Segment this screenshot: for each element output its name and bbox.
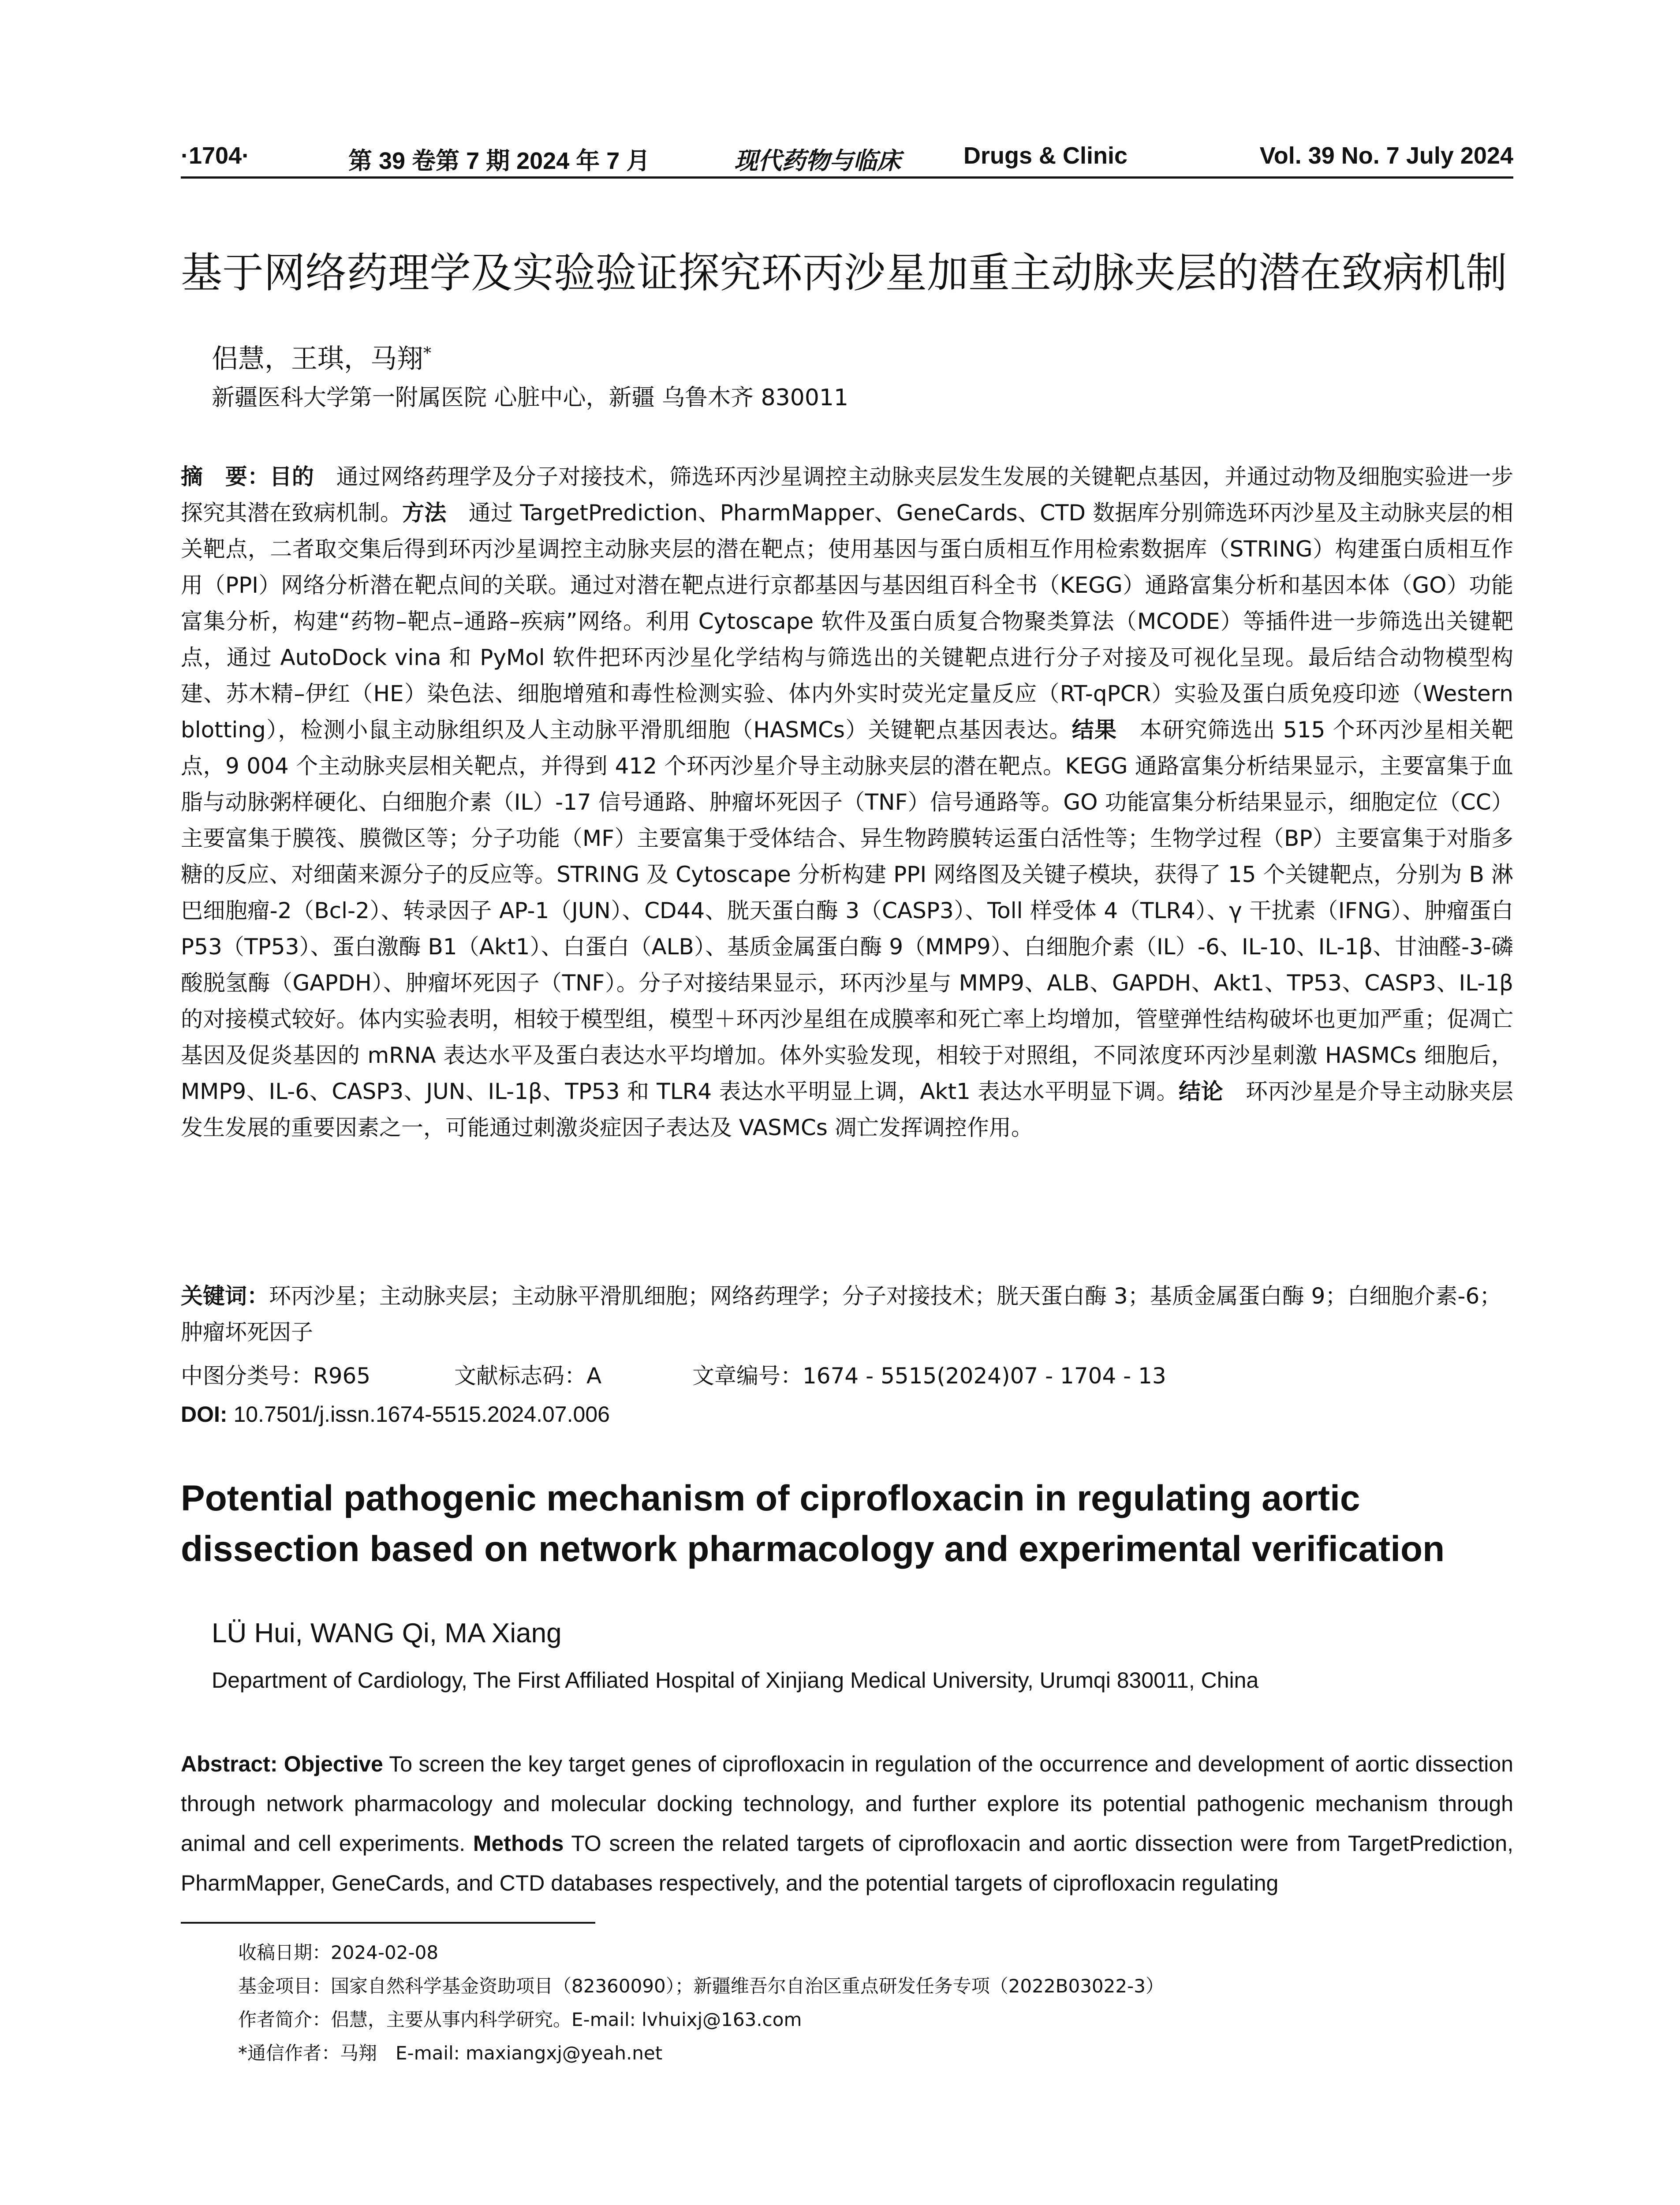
objective-en: To screen the key target genes of ciprofloxacin in regulation of the occurrence and development of aortic dissection through network pharmacology and molecular docking technology, and further explore its potential pathogenic mechanism through animal and cell experiments. [181, 1752, 1513, 1856]
methods-en: TO screen the related targets of ciprofloxacin and aortic dissection were from TargetPrediction, PharmMapper, GeneCards, and CTD databases respectively, and the potential targets of ciprofloxacin regulating [181, 1831, 1513, 1895]
abstract-cn-label: 摘 要： [181, 464, 270, 490]
affiliation-en: Department of Cardiology, The First Affiliated Hospital of Xinjiang Medical University, Urumqi 830011, China [212, 1668, 1259, 1693]
conclusion-label-cn: 结论 [1179, 1079, 1224, 1104]
abstract-en-label: Abstract: Objective [181, 1752, 383, 1776]
doi-value: 10.7501/j.issn.1674-5515.2024.07.006 [227, 1402, 610, 1427]
authors-en: LÜ Hui, WANG Qi, MA Xiang [212, 1618, 562, 1648]
corresponding-mark: * [423, 344, 431, 363]
results-cn: 本研究筛选出 515 个环丙沙星相关靶点，9 004 个主动脉夹层相关靶点，并得到 412 个环丙沙星介导主动脉夹层的潜在靶点。KEGG 通路富集分析结果显示，主要富集于血脂与动脉粥样硬化、白细胞介素（IL）-17 信号通路、肿瘤坏死因子（TNF）信号通路等。GO 功能富集分析结果显示，细胞定位（CC）主要富集于膜筏、膜微区等；分子功能（MF）主要富集于受体结合、异生物跨膜转运蛋白活性等；生物学过程（BP）主要富集于对脂多糖的反应、对细菌来源分子的反应等。STRING 及 Cytoscape 分析构建 PPI 网络图及关键子模块，获得了 15 个关键靶点，分别为 B 淋巴细胞瘤-2（Bcl-2）、转录因子 AP-1（JUN）、CD44、胱天蛋白酶 3（CASP3）、Toll 样受体 4（TLR4）、γ 干扰素（IFNG）、肿瘤蛋白 P53（TP53）、蛋白激酶 B1（Akt1）、白蛋白（ALB）、基质金属蛋白酶 9（MMP9）、白细胞介素（IL）-6、IL-10、IL-1β、甘油醛-3-磷酸脱氢酶（GAPDH）、肿瘤坏死因子（TNF）。分子对接结果显示，环丙沙星与 MMP9、ALB、GAPDH、Akt1、TP53、CASP3、IL-1β 的对接模式较好。体内实验表明，相较于模型组，模型＋环丙沙星组在成膜率和死亡率上均增加，管壁弹性结构破坏也更加严重；促凋亡基因及促炎基因的 mRNA 表达水平及蛋白表达水平均增加。体外实验发现，相较于对照组，不同浓度环丙沙星刺激 HASMCs 细胞后，MMP9、IL-6、CASP3、JUN、IL-1β、TP53 和 TLR4 表达水平明显上调，Akt1 表达水平明显下调。 [181, 717, 1513, 1104]
methods-label-cn: 方法 [402, 500, 447, 526]
abstract-cn [181, 459, 1513, 1146]
authors-cn-names: 侣慧，王琪，马翔 [212, 344, 423, 374]
doi [181, 1396, 610, 1432]
corresponding-author: *通信作者：马翔 E-mail: maxiangxj@yeah.net [238, 2042, 663, 2064]
results-label-cn: 结果 [1071, 717, 1117, 743]
fund-info: 基金项目：国家自然科学基金资助项目（82360090）；新疆维吾尔自治区重点研发任务专项（2022B03022-3） [238, 1975, 1164, 1997]
methods-label-en: Methods [473, 1831, 564, 1856]
issue-cn: 第 39 卷第 7 期 2024 年 7 月 [348, 148, 650, 174]
keywords-cn [181, 1278, 1513, 1350]
journal-name-cn: 现代药物与临床 [734, 146, 901, 175]
objective-label-cn: 目的 [269, 464, 314, 490]
title-en: Potential pathogenic mechanism of ciprofloxacin in regulating aortic dissection based on network pharmacology and experimental verification [181, 1478, 1445, 1569]
footnote-divider [181, 1922, 595, 1924]
doi-label: DOI: [181, 1402, 228, 1427]
keywords-cn-label: 关键词： [181, 1283, 269, 1309]
classification-row [181, 1358, 1513, 1394]
page-number: ·1704· [181, 142, 250, 169]
header-divider [181, 176, 1513, 179]
objective-cn: 通过网络药理学及分子对接技术，筛选环丙沙星调控主动脉夹层发生发展的关键靶点基因，并通过动物及细胞实验进一步探究其潜在致病机制。 [181, 464, 1514, 526]
abstract-en [181, 1744, 1513, 1903]
issue-en: Vol. 39 No. 7 July 2024 [1259, 142, 1513, 169]
authors-cn [212, 336, 431, 377]
footnotes [238, 1936, 1164, 2070]
conclusion-cn: 环丙沙星是介导主动脉夹层发生发展的重要因素之一，可能通过刺激炎症因子表达及 VASMCs 凋亡发挥调控作用。 [181, 1079, 1513, 1140]
clc-number: 中图分类号：R965 [181, 1363, 371, 1389]
affiliation-cn: 新疆医科大学第一附属医院 心脏中心，新疆 乌鲁木齐 830011 [212, 385, 849, 411]
title-cn: 基于网络药理学及实验验证探究环丙沙星加重主动脉夹层的潜在致病机制 [181, 249, 1508, 297]
journal-name-en: Drugs & Clinic [963, 142, 1128, 169]
received-date: 收稿日期：2024-02-08 [238, 1942, 439, 1963]
methods-cn: 通过 TargetPrediction、PharmMapper、GeneCards、CTD 数据库分别筛选环丙沙星及主动脉夹层的相关靶点，二者取交集后得到环丙沙星调控主动脉夹层的潜在靶点；使用基因与蛋白质相互作用检索数据库（STRING）构建蛋白质相互作用（PPI）网络分析潜在靶点间的关联。通过对潜在靶点进行京都基因与基因组百科全书（KEGG）通路富集分析和基因本体（GO）功能富集分析，构建“药物–靶点–通路–疾病”网络。利用 Cytoscape 软件及蛋白质复合物聚类算法（MCODE）等插件进一步筛选出关键靶点，通过 AutoDock vina 和 PyMol 软件把环丙沙星化学结构与筛选出的关键靶点进行分子对接及可视化呈现。最后结合动物模型构建、苏木精–伊红（HE）染色法、细胞增殖和毒性检测实验、体内外实时荧光定量反应（RT-qPCR）实验及蛋白质免疫印迹（Western blotting），检测小鼠主动脉组织及人主动脉平滑肌细胞（HASMCs）关键靶点基因表达。 [181, 500, 1514, 743]
article-number: 文章编号：1674 - 5515(2024)07 - 1704 - 13 [692, 1363, 1166, 1389]
author-bio: 作者简介：侣慧，主要从事内科学研究。E-mail: lvhuixj@163.com [238, 2009, 802, 2030]
running-header [181, 139, 1513, 179]
document-code: 文献标志码：A [454, 1363, 602, 1389]
keywords-cn-text: 环丙沙星；主动脉夹层；主动脉平滑肌细胞；网络药理学；分子对接技术；胱天蛋白酶 3；基质金属蛋白酶 9；白细胞介素-6；肿瘤坏死因子 [181, 1283, 1502, 1345]
